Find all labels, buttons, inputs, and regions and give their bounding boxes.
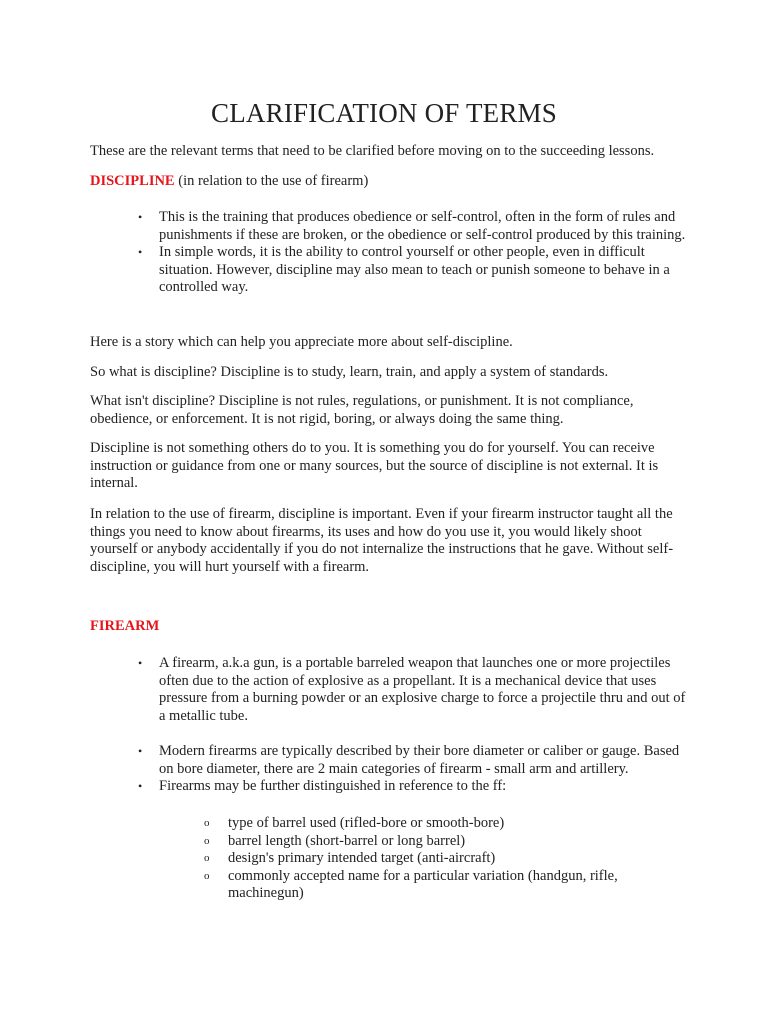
sub-list-item-text: design's primary intended target (anti-aircraft): [228, 850, 496, 866]
list-item-text: This is the training that produces obedience or self-control, often in the form of rules and punishments if these are broken, or the obedience or self-control produced by this training.: [159, 209, 686, 243]
list-item: [132, 778, 692, 796]
sub-list-item: [200, 850, 680, 868]
paragraph: Here is a story which can help you appreciate more about self-discipline.: [90, 334, 513, 350]
paragraph: In relation to the use of firearm, discipline is important. Even if your firearm instructor taught all the things you need to know about firearms, its uses and how do you use it, you would likely shoot yourself or anybody accidentally if you do not internalize the instructions that he gave. Without self-discipline, you will hurt yourself with a firearm.: [90, 506, 674, 575]
sub-list-item: [200, 815, 680, 833]
list-item-text: In simple words, it is the ability to control yourself or other people, even in difficult situation. However, discipline may also mean to teach or punish someone to behave in a controlled way.: [159, 244, 670, 295]
sub-list-item-text: type of barrel used (rifled-bore or smooth-bore): [228, 815, 505, 831]
bullet-icon: •: [138, 656, 143, 670]
discipline-heading: DISCIPLINE: [90, 173, 175, 189]
bullet-icon: •: [138, 744, 143, 758]
firearm-heading-line: [90, 618, 690, 636]
sub-list-item-text: commonly accepted name for a particular variation (handgun, rifle, machinegun): [228, 867, 618, 901]
bullet-icon: •: [138, 245, 143, 259]
firearm-sub-list: [200, 815, 680, 903]
list-item: [132, 244, 692, 297]
paragraph: Discipline is not something others do to you. It is something you do for yourself. You can receive instruction or guidance from one or many sources, but the source of discipline is not external. It is internal.: [90, 440, 659, 491]
hollow-bullet-icon: o: [204, 817, 210, 829]
bullet-icon: •: [138, 779, 143, 793]
firearm-bullet-list-b: [132, 743, 692, 796]
hollow-bullet-icon: o: [204, 869, 210, 882]
hollow-bullet-icon: o: [204, 852, 210, 864]
intro-paragraph: These are the relevant terms that need to be clarified before moving on to the succeeding lessons.: [90, 143, 655, 159]
sub-list-item: [200, 833, 680, 851]
list-item: [132, 209, 692, 244]
list-item: [132, 743, 692, 778]
discipline-heading-line: [90, 173, 690, 191]
hollow-bullet-icon: o: [204, 834, 210, 847]
paragraph: What isn't discipline? Discipline is not rules, regulations, or punishment. It is not compliance, obedience, or enforcement. It is not rigid, boring, or always doing the same thing.: [90, 393, 634, 427]
list-item: [132, 655, 692, 725]
discipline-bullet-list: [132, 209, 692, 297]
paragraph: So what is discipline? Discipline is to study, learn, train, and apply a system of standards.: [90, 364, 609, 380]
list-item-text: A firearm, a.k.a gun, is a portable barreled weapon that launches one or more projectiles often due to the action of explosive as a propellant. It is a mechanical device that uses pressure from a burning powder or an explosive charge to force a projectile thru and out of a metallic tube.: [159, 655, 686, 724]
discipline-heading-note: (in relation to the use of firearm): [174, 173, 369, 189]
page-title: CLARIFICATION OF TERMS: [211, 98, 557, 128]
bullet-icon: •: [138, 210, 143, 224]
sub-list-item-text: barrel length (short-barrel or long barrel): [228, 832, 466, 849]
firearm-bullet-list-a: [132, 655, 692, 725]
sub-list-item: [200, 868, 680, 903]
firearm-heading: FIREARM: [90, 618, 160, 634]
list-item-text: Modern firearms are typically described by their bore diameter or caliber or gauge. Based on bore diameter, there are 2 main categories of firearm - small arm and artillery.: [159, 743, 680, 777]
list-item-text: Firearms may be further distinguished in reference to the ff:: [159, 778, 507, 794]
